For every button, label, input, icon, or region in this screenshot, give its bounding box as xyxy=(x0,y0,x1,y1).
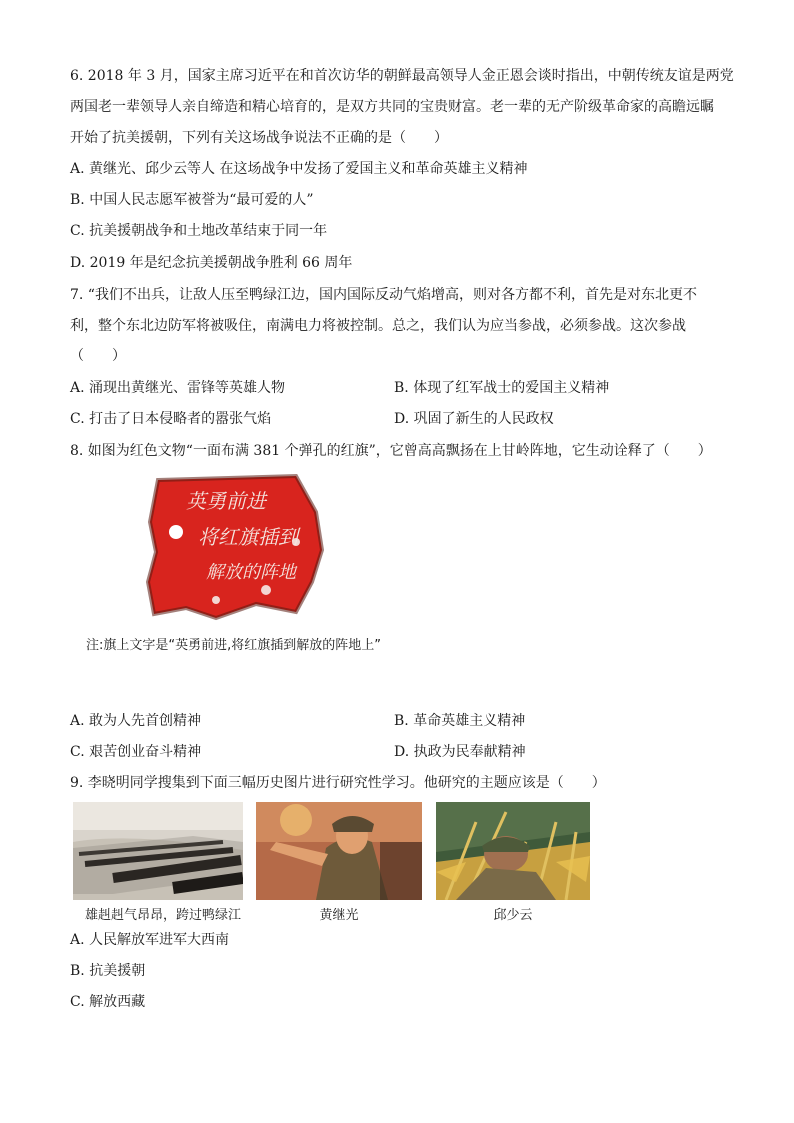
q7-stem-line2: 利，整个东北边防军将被吸住，南满电力将被控制。总之，我们认为应当参战，必须参战。这次参战 xyxy=(70,318,686,334)
q7-stem-line1: 7. “我们不出兵，让敌人压至鸭绿江边，国内国际反动气焰增高，则对各方都不利，首先是对东北更不 xyxy=(70,287,697,303)
red-flag-svg xyxy=(146,472,330,622)
q7-option-c[interactable]: C. 打击了日本侵略者的嚣张气焰 xyxy=(70,411,272,427)
q8-option-c[interactable]: C. 艰苦创业奋斗精神 xyxy=(70,744,202,760)
photo2-caption: 黄继光 xyxy=(256,904,422,923)
q7-option-a[interactable]: A. 涌现出黄继光、雷锋等英雄人物 xyxy=(70,380,286,396)
qiu-shaoyun-svg xyxy=(436,802,590,900)
huang-jiguang-svg xyxy=(256,802,422,900)
photo3-caption: 邱少云 xyxy=(436,904,590,923)
q7-option-b[interactable]: B. 体现了红军战士的爱国主义精神 xyxy=(394,380,610,396)
huang-jiguang-painting xyxy=(256,802,422,900)
q8-option-b[interactable]: B. 革命英雄主义精神 xyxy=(394,713,526,729)
flag-text-line1: 英勇前进 xyxy=(186,489,266,513)
q7-option-d[interactable]: D. 巩固了新生的人民政权 xyxy=(394,411,554,427)
q6-stem-line2: 两国老一辈领导人亲自缔造和精心培育的，是双方共同的宝贵财富。老一辈的无产阶级革命家的高瞻远瞩 xyxy=(70,99,714,115)
q8-stem: 8. 如图为红色文物“一面布满 381 个弹孔的红旗”，它曾高高飘扬在上甘岭阵地，它生动诠释了（ ） xyxy=(70,443,712,459)
qiu-shaoyun-painting xyxy=(436,802,590,900)
q9-option-b[interactable]: B. 抗美援朝 xyxy=(70,963,146,979)
q6-option-a[interactable]: A. 黄继光、邱少云等人 在这场战争中发扬了爱国主义和革命英雄主义精神 xyxy=(70,161,528,177)
red-flag-image xyxy=(146,472,330,622)
q6-option-d[interactable]: D. 2019 年是纪念抗美援朝战争胜利 66 周年 xyxy=(70,255,353,271)
flag-text-line3: 解放的阵地 xyxy=(206,562,296,583)
photo1-caption: 雄赳赳气昂昂，跨过鸭绿江 xyxy=(73,904,253,923)
q9-stem: 9. 李晓明同学搜集到下面三幅历史图片进行研究性学习。他研究的主题应该是（ ） xyxy=(70,775,606,791)
q8-option-d[interactable]: D. 执政为民奉献精神 xyxy=(394,744,526,760)
q6-option-b[interactable]: B. 中国人民志愿军被誉为“最可爱的人” xyxy=(70,192,314,208)
q8-option-a[interactable]: A. 敢为人先首创精神 xyxy=(70,713,202,729)
q6-stem-line3: 开始了抗美援朝，下列有关这场战争说法不正确的是（ ） xyxy=(70,130,448,146)
yalu-crossing-photo xyxy=(73,802,243,900)
q6-option-c[interactable]: C. 抗美援朝战争和土地改革结束于同一年 xyxy=(70,223,328,239)
q6-stem-line1: 6. 2018 年 3 月，国家主席习近平在和首次访华的朝鲜最高领导人金正恩会谈时指出，中朝传统友谊是两党 xyxy=(70,68,734,84)
q9-option-c[interactable]: C. 解放西藏 xyxy=(70,994,146,1010)
q9-option-a[interactable]: A. 人民解放军进军大西南 xyxy=(70,932,230,948)
yalu-crossing-svg xyxy=(73,802,243,900)
q8-flag-note: 注:旗上文字是“英勇前进,将红旗插到解放的阵地上” xyxy=(86,638,381,653)
q7-stem-line3: （ ） xyxy=(70,348,126,364)
flag-text-line2: 将红旗插到 xyxy=(198,525,298,549)
